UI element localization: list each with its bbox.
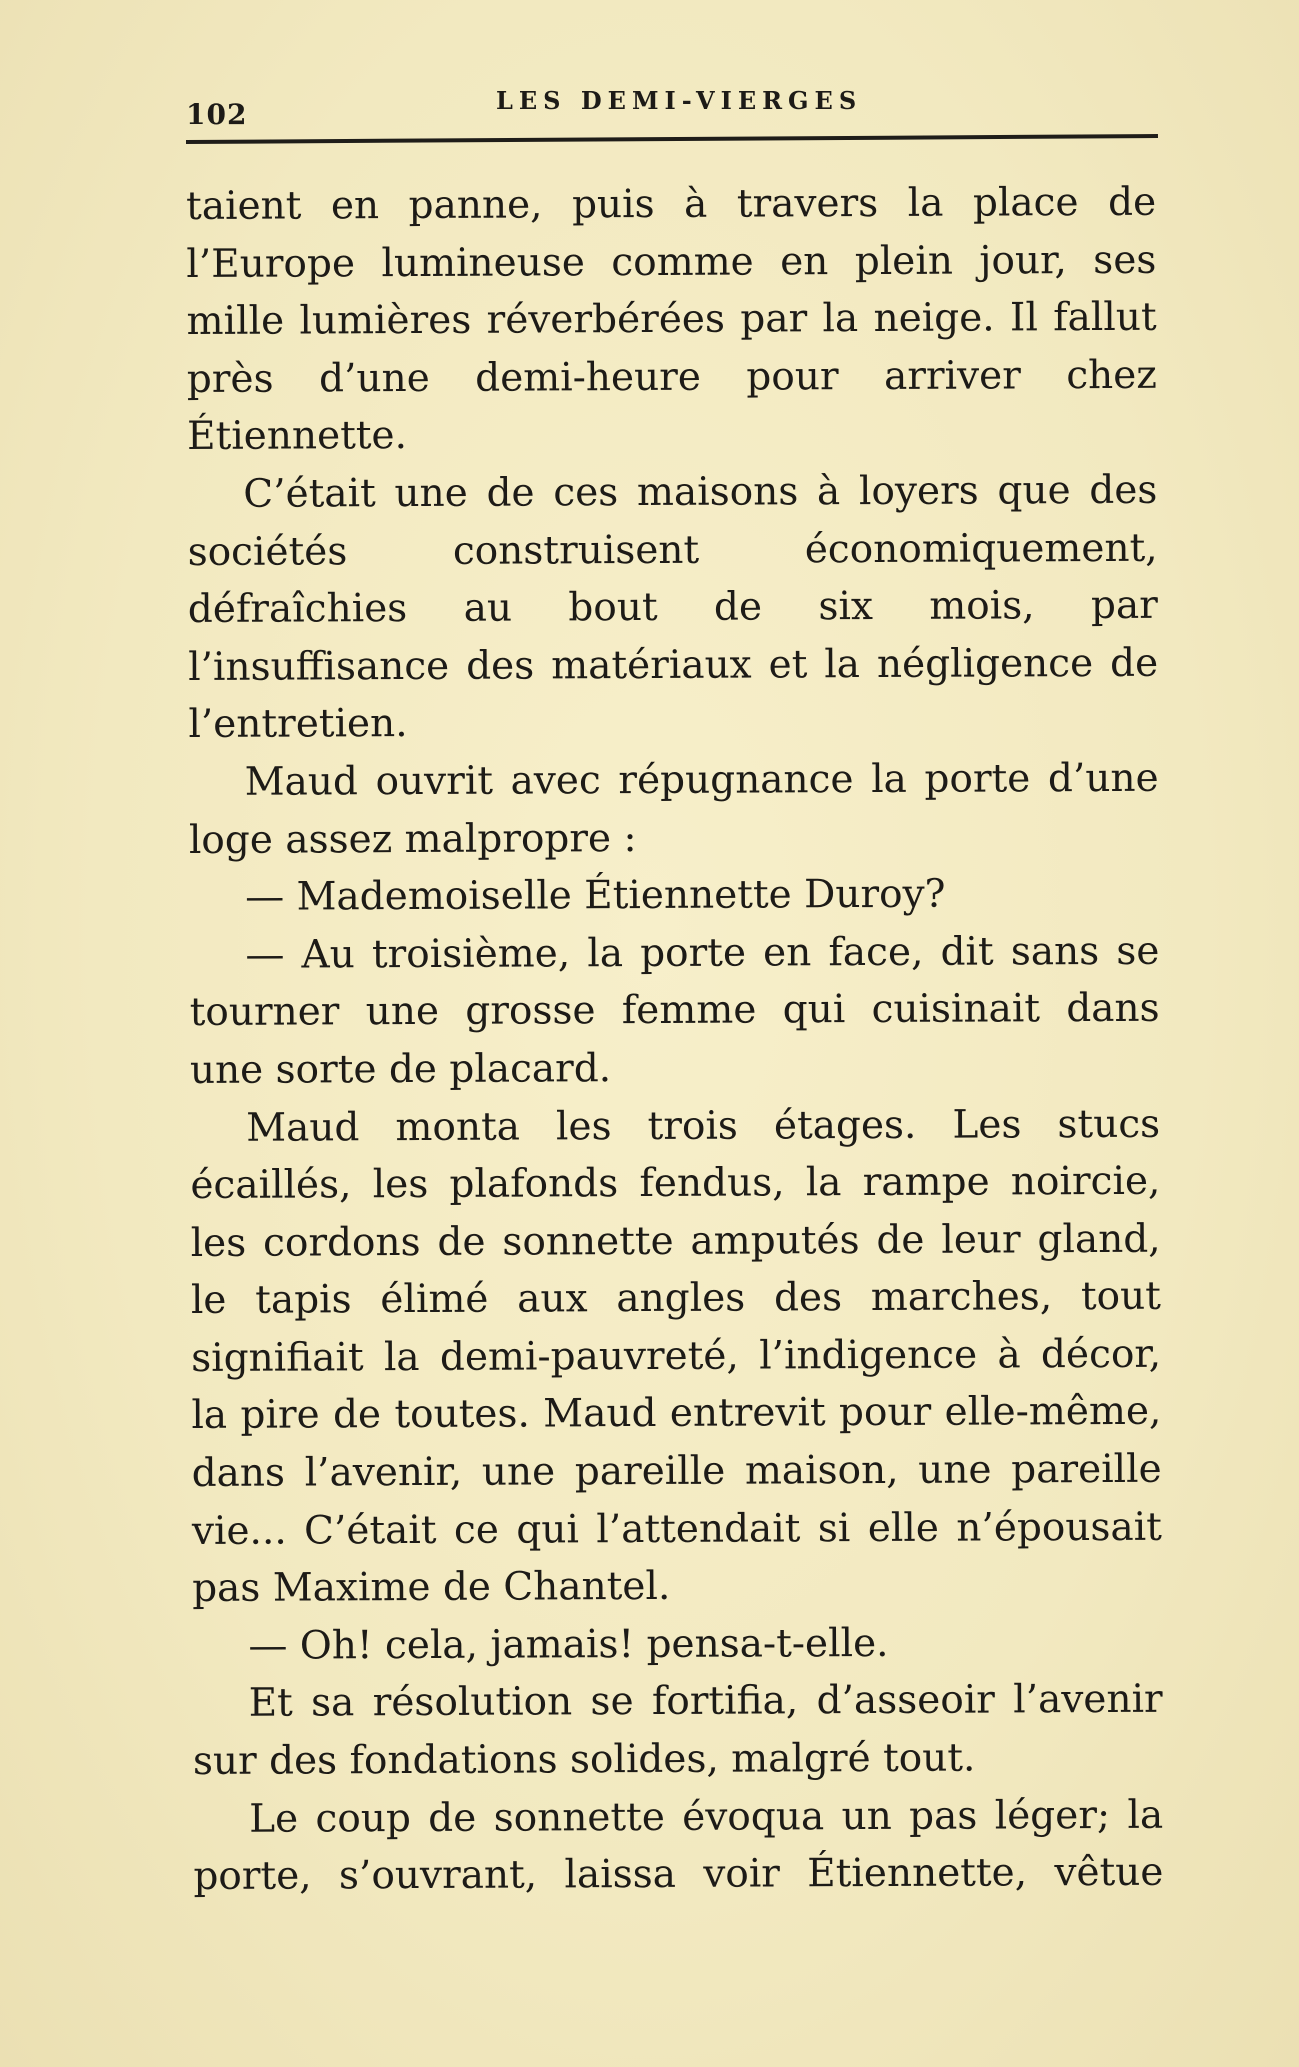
dialogue-line: — Au troisième, la porte en face, dit sans se tourner une grosse femme qui cuisinait dans une sorte de placard. [189,928,1160,1093]
running-title: LES DEMI-VIERGES [496,86,863,115]
paragraph: Et sa résolution se fortifia, d’asseoir l’avenir sur des fondations solides, malgré tout. [192,1677,1163,1785]
page-number: 102 [186,98,248,131]
paragraph: Maud monta les trois étages. Les stucs écaillés, les plafonds fendus, la rampe noircie, les cordons de sonnette amputés de leur gland, le tapis élimé aux angles des marches, tout signifiait la demi-pauvreté, l’indigence à décor, la pire de toutes. Maud entrevit pour elle-même, dans l’avenir, une pareille maison, une pareille vie... C’était ce qui l’attendait si elle n’épousait pas Maxime de Chantel. [190,1101,1162,1612]
body-text [186,174,1164,1906]
dialogue-line: — Mademoiselle Étiennette Duroy? [245,871,946,920]
paragraph: C’était une de ces maisons à loyers que des sociétés construisent économiquement, défraîchies au bout de six mois, par l’insuffisance des matériaux et la négligence de l’entretien. [187,467,1159,748]
paragraph: Maud ouvrit avec répugnance la porte d’une loge assez malpropre : [188,755,1159,863]
paragraph: Le coup de sonnette évoqua un pas léger; la porte, s’ouvrant, laissa voir Étiennette, vêtue [193,1792,1164,1900]
paragraph: taient en panne, puis à travers la place de l’Europe lumineuse comme en plein jour, ses mille lumières réverbérées par la neige. Il fallut près d’une demi-heure pour arriver chez Étiennette. [186,179,1157,460]
dialogue-line: — Oh! cela, jamais! pensa-t-elle. [248,1620,889,1669]
